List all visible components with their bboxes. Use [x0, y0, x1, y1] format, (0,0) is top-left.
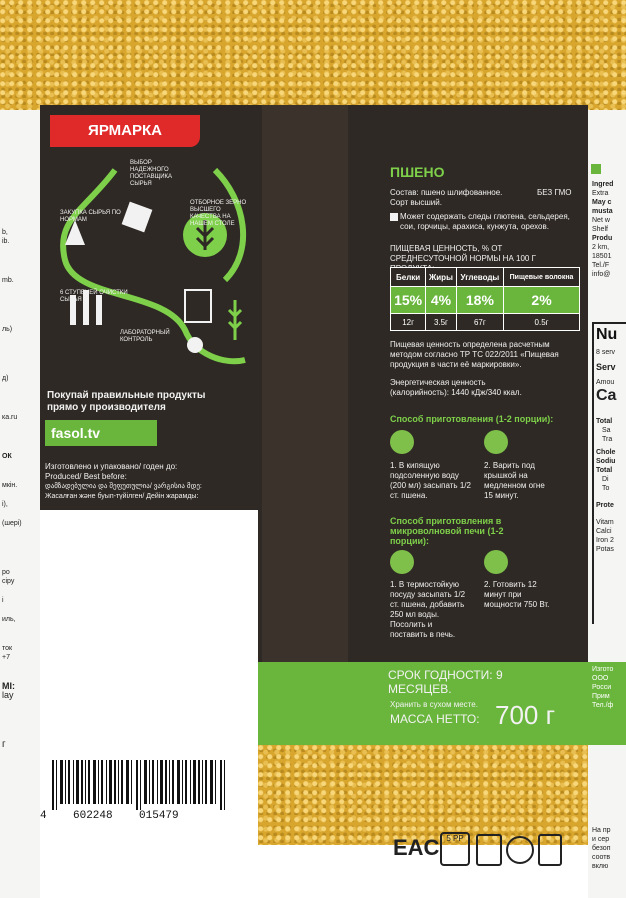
- infographic-step5: ЛАБОРАТОРНЫЙ КОНТРОЛЬ: [120, 330, 170, 343]
- product-name: ПШЕНО: [390, 164, 445, 180]
- net-weight-value: 700 г: [495, 700, 556, 730]
- infographic-step4: 6 СТУПЕНЕЙ ОЧИСТКИ СЫРЬЯ: [60, 290, 128, 303]
- nutrient-pct: 18%: [456, 287, 503, 314]
- trash-icon: [538, 834, 562, 866]
- composition: Состав: пшено шлифованное. Сорт высший.: [390, 188, 503, 207]
- barcode-digits: 4 602248 015479: [40, 810, 179, 822]
- brand-logo: ЯРМАРКА: [50, 115, 200, 147]
- nutrient-name: Жиры: [426, 268, 457, 287]
- nutrient-name: Углеводы: [456, 268, 503, 287]
- nutrition-facts-head: Nu: [596, 326, 618, 343]
- microwave-step2: 2. Готовить 12 минут при мощности 750 Вт.: [484, 580, 550, 609]
- center-stripe: [262, 105, 348, 745]
- timer-icon: [484, 430, 508, 454]
- barcode: [48, 760, 248, 810]
- infographic-step1: ВЫБОР НАДЕЖНОГО ПОСТАВЩИКА СЫРЬЯ: [130, 160, 173, 187]
- nutrient-grams: 3.5г: [426, 314, 457, 331]
- nutrient-grams: 12г: [391, 314, 426, 331]
- site-url[interactable]: fasol.tv: [51, 425, 101, 441]
- millet-top: [0, 0, 626, 110]
- production-labels: Изготовлено и упаковано/ годен до: Produced/ Best before: დამზადებულია და შეფუთულია/ ვარგისია მდე: Жасалған және буып-түйілген/ Дейін жарамды:: [45, 462, 202, 500]
- right-edge-ingredients: Ingred Extra May c musta Net w Shelf Produ 2 km, 18501 Tel./F info@: [592, 181, 614, 278]
- recycle-pp-icon: [440, 832, 470, 866]
- nutrition-table: [390, 267, 580, 331]
- mobius-icon: [506, 836, 534, 864]
- glass-fork-icon: [476, 834, 502, 866]
- nutrition-title: ПИЩЕВАЯ ЦЕННОСТЬ, % ОТ СРЕДНЕСУТОЧНОЙ НОРМЫ НА 100 Г ПРОДУКТА:: [390, 244, 536, 273]
- left-edge-panel: [0, 110, 40, 898]
- allergen: Может содержать следы глютена, сельдерея, сои, горчицы, арахиса, кунжута, орехов.: [400, 212, 570, 231]
- net-weight-label: МАССА НЕТТО:: [390, 712, 480, 726]
- slogan: Покупай правильные продукты прямо у производителя: [47, 390, 206, 413]
- allergen-icon: [390, 213, 398, 221]
- storage: Хранить в сухом месте.: [390, 700, 478, 709]
- bowl-icon: [390, 550, 414, 574]
- nutrition-note: Пищевая ценность определена расчетным методом согласно ТР ТС 022/2011 «Пищевая продукция в части её маркировки».: [390, 340, 559, 369]
- nutrient-name: Белки: [391, 268, 426, 287]
- infographic-step2: ЗАКУПКА СЫРЬЯ ПО НОРМАМ: [60, 210, 121, 223]
- nutrient-name: Пищевые волокна: [504, 268, 580, 287]
- nutrient-pct: 4%: [426, 287, 457, 314]
- no-gmo: БЕЗ ГМО: [537, 188, 572, 197]
- right-edge-green-tab: [591, 164, 601, 174]
- microwave-title: Способ приготовления в микроволновой печи (1-2 порции):: [390, 516, 504, 546]
- nutrient-grams: 0.5г: [504, 314, 580, 331]
- shelf-life: СРОК ГОДНОСТИ: 9 МЕСЯЦЕВ.: [388, 668, 503, 696]
- recycle-pp-label: 5 PP: [446, 834, 464, 843]
- pot-icon: [390, 430, 414, 454]
- cooking-step1: 1. В кипящую подсоленную воду (200 мл) засыпать 1/2 ст. пшена.: [390, 461, 471, 500]
- right-edge-manufacturer: Изгото ООО Росси Прим Тел./ф: [592, 666, 614, 709]
- right-edge-footer: На пр и сер безоп соотв вклю: [592, 827, 611, 870]
- site-badge[interactable]: [45, 420, 157, 446]
- cooking-title: Способ приготовления (1-2 порции):: [390, 414, 554, 424]
- microwave-timer-icon: [484, 550, 508, 574]
- infographic-step3: ОТБОРНОЕ ЗЕРНО ВЫСШЕГО КАЧЕСТВА НА НАШЕМ СТОЛЕ: [190, 200, 247, 227]
- energy-value: Энергетическая ценность (калорийность): 1440 кДж/340 ккал.: [390, 378, 522, 397]
- nutrient-pct: 2%: [504, 287, 580, 314]
- nutrient-grams: 67г: [456, 314, 503, 331]
- nutrition-facts-rows: 8 serv Serv Amou Ca Total Sa Tra Chole Sodiu Total Di To Prote Vitam Calci Iron 2 Potas: [596, 349, 617, 553]
- nutrient-pct: 15%: [391, 287, 426, 314]
- eac-mark: EAC: [393, 835, 440, 860]
- left-edge-text: b, ib. mb. ль) д) ка.ru ОК мкін. і), (шері) ро сіру і иль, ток +7 MI: lay г: [2, 229, 22, 750]
- cooking-step2: 2. Варить под крышкой на медленном огне 15 минут.: [484, 461, 545, 500]
- microwave-step1: 1. В термостойкую посуду засыпать 1/2 ст. пшена, добавить 250 мл воды. Посолить и поставить в печь.: [390, 580, 466, 639]
